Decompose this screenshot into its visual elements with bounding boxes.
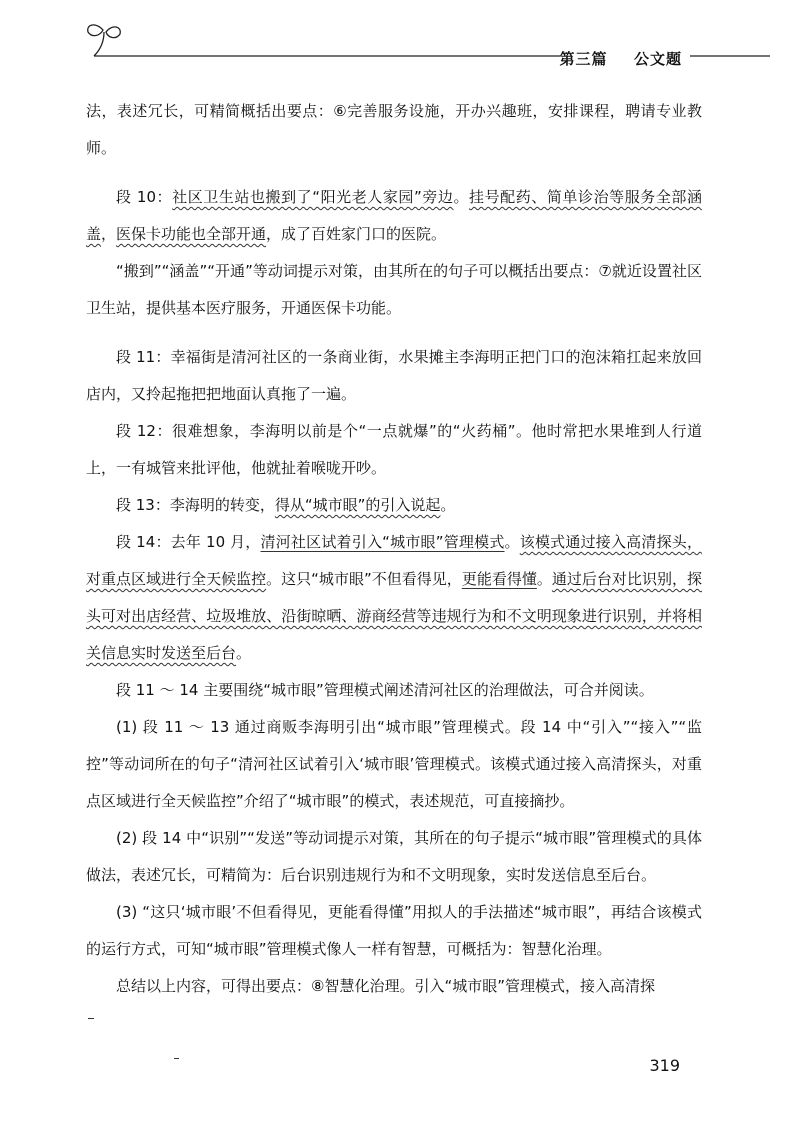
text: 。 (440, 496, 456, 514)
sprout-icon (88, 25, 121, 56)
page-header (0, 0, 800, 70)
text: ，成了百姓家门口的医院。 (266, 225, 447, 243)
underlined-text: 挂号配药、简单诊治等服务全部涵盖 (86, 188, 702, 243)
header-section: 第三篇 (559, 50, 608, 68)
underlined-text: 得从“城市眼”的引入说起 (274, 496, 441, 514)
paragraph-2 (86, 179, 702, 253)
para-label: 段 10： (116, 188, 173, 206)
paragraph-3: “搬到”“涵盖”“开通”等动词提示对策，由其所在的句子可以概括出要点：⑦就近设置社区卫生站，提供基本医疗服务，开通医保卡功能。 (86, 262, 702, 317)
paragraph-11: (3) “这只‘城市眼’不但看得见，更能看得懂”用拟人的手法描述“城市眼”，再结合该模式的运行方式，可知“城市眼”管理模式像人一样有智慧，可概括为：智慧化治理。 (86, 903, 702, 958)
scan-mark (88, 1018, 94, 1019)
paragraph-9: (1) 段 11 ～ 13 通过商贩李海明引出“城市眼”管理模式。段 14 中“引入”“接入”“监控”等动词所在的句子“清河社区试着引入‘城市眼’管理模式。该模式通过接入高清探头，对重点区域进行全天候监控”介绍了“城市眼”的模式，表述规范，可直接摘抄。 (86, 718, 702, 810)
paragraph-4: 段 11：幸福街是清河社区的一条商业街，水果摊主李海明正把门口的泡沫箱扛起来放回店内，又拎起拖把把地面认真拖了一遍。 (86, 348, 702, 403)
text: ， (101, 225, 117, 243)
underlined-text: 医保卡功能也全部开通 (116, 225, 267, 243)
page-body (86, 93, 702, 1005)
underlined-text: 更能看得懂 (461, 570, 537, 588)
page-number: 319 (649, 1056, 680, 1075)
text: 段 14：去年 10 月， (116, 533, 261, 551)
header-topic: 公文题 (633, 50, 682, 68)
paragraph-8: 段 11 ～ 14 主要围绕“城市眼”管理模式阐述清河社区的治理做法，可合并阅读。 (116, 681, 654, 699)
text: 。 (236, 644, 252, 662)
underlined-text: 社区卫生站也搬到了“阳光老人家园”旁边 (172, 188, 454, 206)
paragraph-1: 法，表述冗长，可精简概括出要点：⑥完善服务设施，开办兴趣班，安排课程，聘请专业教师。 (86, 102, 702, 157)
text: 。 (453, 188, 470, 206)
underlined-text: 清河社区试着引入“城市眼”管理模式 (260, 533, 505, 551)
text: 段 13：李海明的转变， (116, 496, 275, 514)
paragraph-12: 总结以上内容，可得出要点：⑧智慧化治理。引入“城市眼”管理模式，接入高清探 (116, 977, 655, 995)
paragraph-5: 段 12：很难想象，李海明以前是个“一点就爆”的“火药桶”。他时常把水果堆到人行道上，一有城管来批评他，他就扯着喉咙开吵。 (86, 422, 702, 477)
underlined-text: 通过后台对比识别，探头可对出店经营、垃圾堆放、沿街晾晒、游商经营等违规行为和不文明现象进行识别，并将相关信息实时发送至后台 (86, 570, 702, 662)
scan-mark (174, 1058, 179, 1059)
text: 。 (536, 570, 552, 588)
paragraph-6 (86, 487, 702, 524)
header-title (560, 48, 683, 69)
text: 。 (504, 533, 520, 551)
paragraph-10: (2) 段 14 中“识别”“发送”等动词提示对策，其所在的句子提示“城市眼”管理模式的具体做法，表述冗长，可精简为：后台识别违规行为和不文明现象，实时发送信息至后台。 (86, 829, 702, 884)
underlined-text: 该模式通过接入高清探头，对重点区域进行全天候监控 (86, 533, 702, 588)
paragraph-7 (86, 524, 702, 672)
text: 。这只“城市眼”不但看得见， (266, 570, 462, 588)
